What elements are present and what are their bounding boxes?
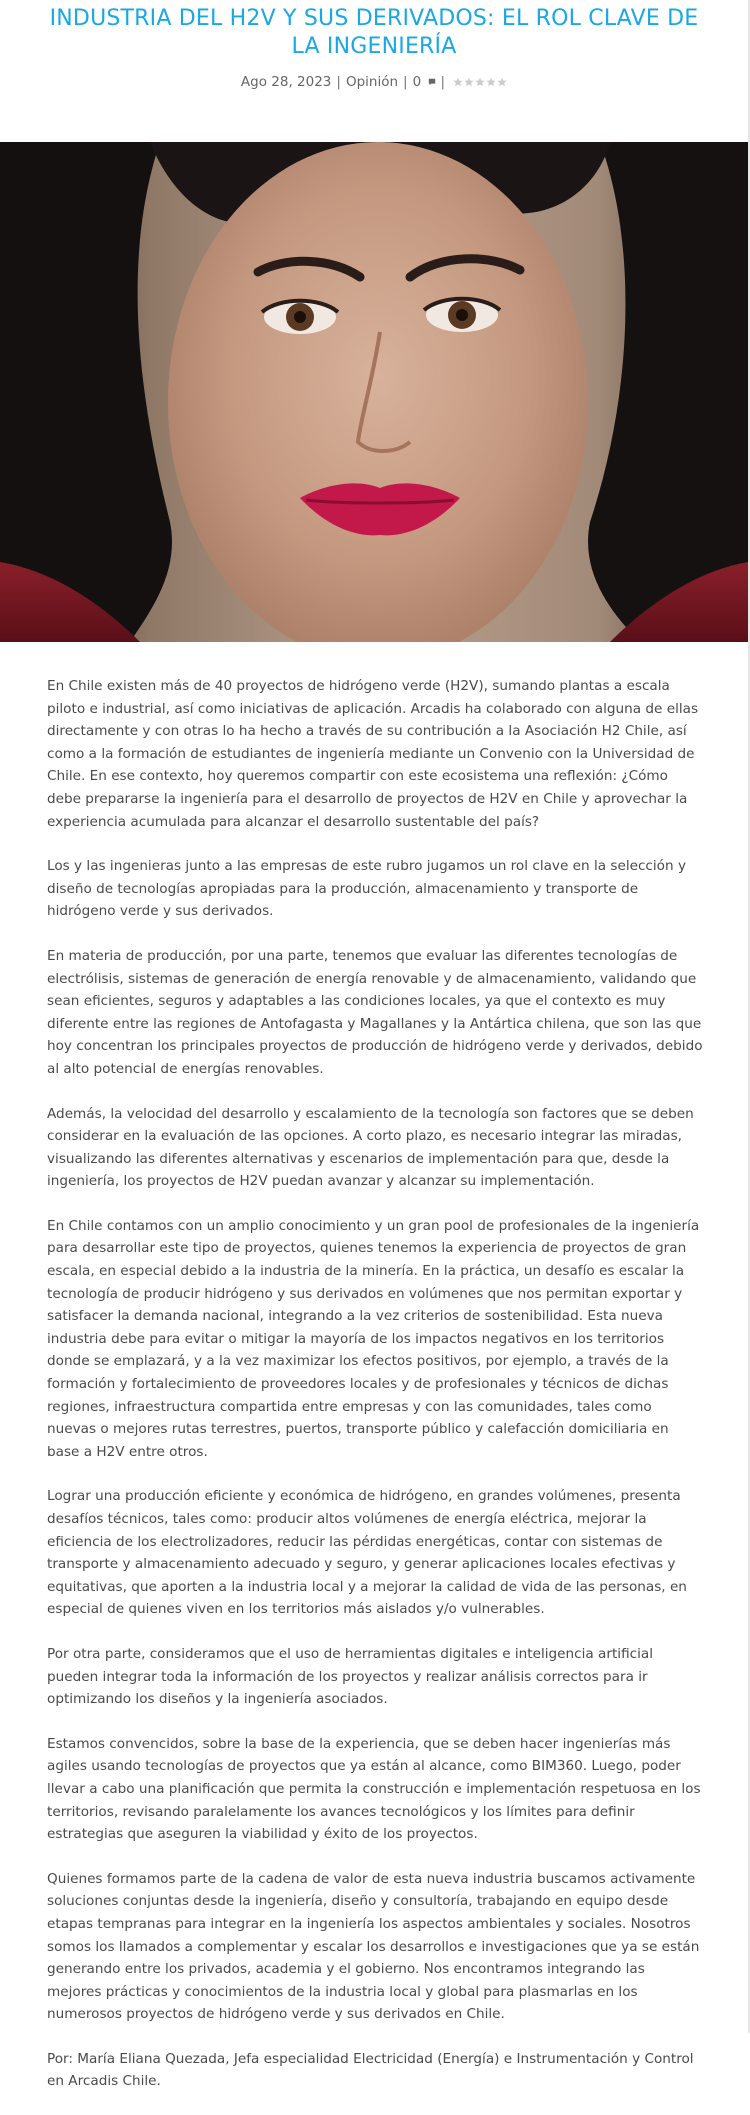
comment-bubble-icon	[428, 78, 436, 86]
body-paragraph: En Chile existen más de 40 proyectos de hidrógeno verde (H2V), sumando plantas a escala piloto e industrial, así como iniciativas de aplicación. Arcadis ha colaborado con alguna de ellas directamente y con otras lo ha hecho a través de su contribución a la Asociación H2 Chile, así como a la formación de estudiantes de ingeniería mediante un Convenio con la Universidad de Chile. En ese contexto, hoy queremos compartir con este ecosistema una reflexión: ¿Cómo debe prepararse la ingeniería para el desarrollo de proyectos de H2V en Chile y aprovechar la experiencia acumulada para alcanzar el desarrollo sustentable del país?	[47, 678, 699, 830]
body-paragraph: Además, la velocidad del desarrollo y escalamiento de la tecnología son factores que se deben considerar en la evaluación de las opciones. A corto plazo, es necesario integrar las miradas, visualizando las diferentes alternativas y escenarios de implementación para que, desde la ingeniería, los proyectos de H2V puedan avanzar y alcanzar su implementación.	[47, 1105, 694, 1190]
body-paragraph: Por otra parte, consideramos que el uso de herramientas digitales e inteligencia artificial pueden integrar toda la información de los proyectos y realizar análisis correctos para ir optimizando los diseños y la ingeniería asociados.	[47, 1645, 653, 1708]
post-meta	[0, 73, 748, 91]
comment-count: 0	[412, 74, 422, 90]
post-date: Ago 28, 2023	[240, 74, 332, 90]
star-icon	[464, 77, 474, 87]
star-icon	[453, 77, 463, 87]
comments-link[interactable]	[413, 73, 436, 91]
body-paragraph: Lograr una producción eficiente y económica de hidrógeno, en grandes volúmenes, presenta desafíos técnicos, tales como: producir altos volúmenes de energía eléctrica, mejorar la eficiencia de los electrolizadores, reducir las pérdidas energéticas, contar con sistemas de transporte y almacenamiento adecuado y seguro, y generar aplicaciones locales efectivas y equitativas, que aporten a la industria local y a mejorar la calidad de vida de las personas, en especial de quienes viven en los territorios más aislados y/o vulnerables.	[47, 1488, 687, 1618]
meta-separator: |	[403, 74, 408, 90]
body-paragraph: Quienes formamos parte de la cadena de valor de esta nueva industria buscamos activamente soluciones conjuntas desde la ingeniería, diseño y consultoría, trabajando en equipo desde etapas tempranas para integrar en la ingeniería los aspectos ambientales y sociales. Nosotros somos los llamados a complementar y escalar los desarrollos e investigaciones que ya se están generando entre los privados, academia y el gobierno. Nos encontramos integrando las mejores prácticas y conocimientos de la industria local y global para plasmarlas en los numerosos proyectos de hidrógeno verde y sus derivados en Chile.	[47, 1870, 700, 2023]
category-link[interactable]: Opinión	[345, 74, 399, 90]
star-rating	[453, 77, 507, 87]
star-icon	[486, 77, 496, 87]
body-paragraph: Los y las ingenieras junto a las empresas de este rubro jugamos un rol clave en la selección y diseño de tecnologías apropiadas para la producción, almacenamiento y transporte de hidrógeno verde y sus derivados.	[47, 858, 686, 920]
body-paragraph: En Chile contamos con un amplio conocimiento y un gran pool de profesionales de la ingeniería para desarrollar este tipo de proyectos, quienes tenemos la experiencia de proyectos de gran escala, en especial debido a la industria de la minería. En la práctica, un desafío es escalar la tecnología de producir hidrógeno y sus derivados en volúmenes que nos permitan exportar y satisfacer la demanda nacional, integrando a la vez criterios de sostenibilidad. Esta nueva industria debe para evitar o mitigar la mayoría de los impactos negativos en los territorios donde se emplazará, y a la vez maximizar los efectos positivos, por ejemplo, a través de la formación y fortalecimiento de proveedores locales y de profesionales y técnicos de dichas regiones, infraestructura compartida entre empresas y con las comunidades, tales como nuevas o mejores rutas terrestres, puertos, transporte público y calefacción domiciliaria en base a H2V entre otros.	[47, 1217, 700, 1460]
article-title: INDUSTRIA DEL H2V Y SUS DERIVADOS: EL ROL CLAVE DE LA INGENIERÍA	[49, 6, 699, 59]
portrait-photo-icon	[0, 142, 748, 642]
hero-image	[0, 142, 748, 642]
author-credit: Por: María Eliana Quezada, Jefa especialidad Electricidad (Energía) e Instrumentación y Control en Arcadis Chile.	[47, 2050, 694, 2090]
body-paragraph: Estamos convencidos, sobre la base de la experiencia, que se deben hacer ingenierías más agiles usando tecnologías de proyectos que ya están al alcance, como BIM360. Luego, poder llevar a cabo una planificación que permita la construcción e implementación respetuosa en los territorios, revisando paralelamente los avances tecnológicos y los límites para definir estrategias que aseguren la viabilidad y éxito de los proyectos.	[47, 1735, 701, 1843]
star-icon	[497, 77, 507, 87]
star-icon	[475, 77, 485, 87]
meta-separator: |	[336, 74, 341, 90]
meta-separator: |	[440, 74, 446, 90]
article-body	[47, 675, 703, 2115]
body-paragraph: En materia de producción, por una parte, tenemos que evaluar las diferentes tecnologías de electrólisis, sistemas de generación de energía renovable y de almacenamiento, validando que sean eficientes, seguros y adaptables a las condiciones locales, ya que el contexto es muy diferente entre las regiones de Antofagasta y Magallanes y la Antártica chilena, que son las que hoy concentran los principales proyectos de producción de hidrógeno verde y derivados, debido al alto potencial de energías renovables.	[47, 947, 703, 1077]
